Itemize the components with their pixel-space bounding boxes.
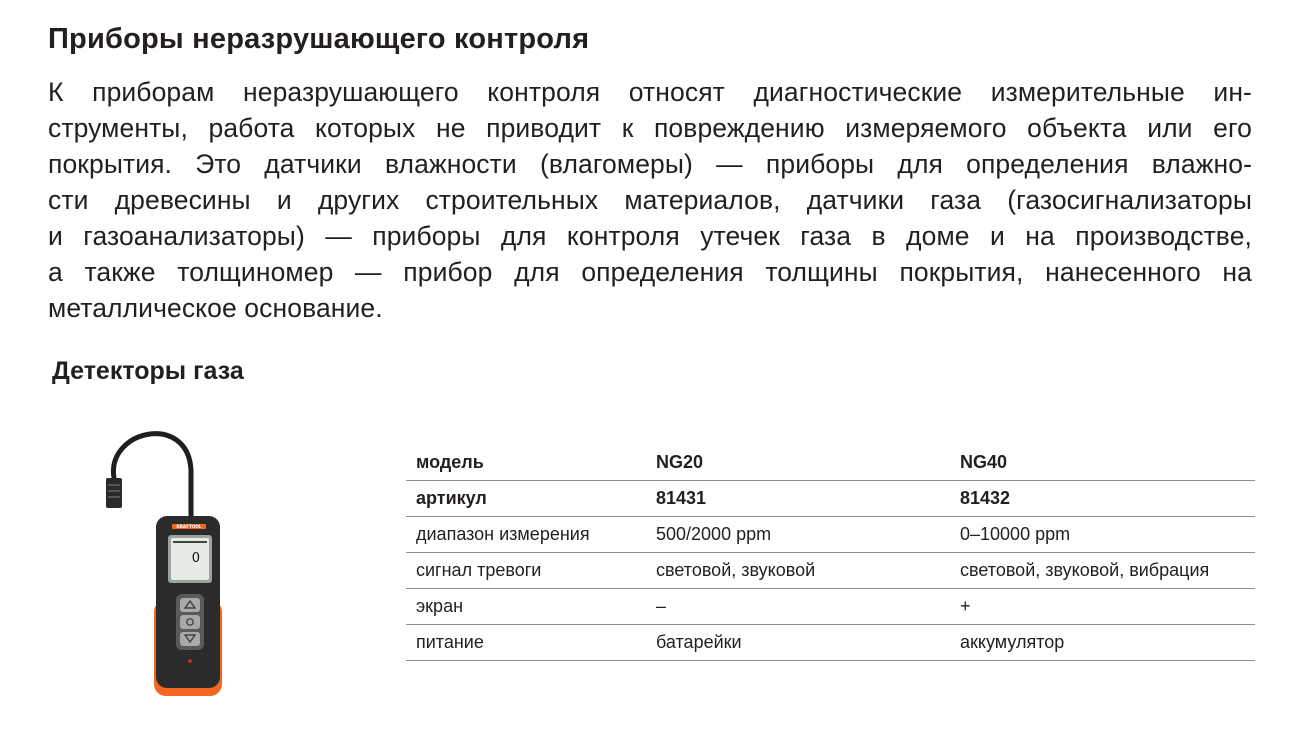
intro-line: К приборам неразрушающего контроля относят диагностические измерительные ин- [48,77,1252,107]
intro-line: струменты, работа которых не приводит к повреждению измеряемого объекта или его [48,113,1252,143]
row-label: артикул [406,481,646,517]
intro-line: и газоанализаторы) — приборы для контроля утечек газа в доме и на производстве, [48,221,1252,251]
row-label: сигнал тревоги [406,553,646,589]
intro-line: металлическое основание. [48,293,383,323]
cell-ng20: батарейки [646,625,950,661]
cell-ng40: 81432 [950,481,1255,517]
row-label: диапазон измерения [406,517,646,553]
table-row [406,445,1255,481]
table-row [406,589,1255,625]
cell-ng40: NG40 [950,445,1255,481]
cell-ng40: аккумулятор [950,625,1255,661]
row-label: питание [406,625,646,661]
cell-ng40: 0–10000 ppm [950,517,1255,553]
page-title: Приборы неразрушающего контроля [48,23,590,55]
intro-line: сти древесины и других строительных материалов, датчики газа (газосигнализаторы [48,185,1252,215]
gas-detector-image [96,420,232,702]
intro-paragraph [48,74,1252,326]
cell-ng40: световой, звуковой, вибрация [950,553,1255,589]
row-label: экран [406,589,646,625]
intro-line: а также толщиномер — прибор для определения толщины покрытия, нанесенного на [48,257,1252,287]
cell-ng20: – [646,589,950,625]
specs-table [406,445,1255,661]
table-row [406,553,1255,589]
cell-ng20: 81431 [646,481,950,517]
svg-text:KRAFTOOL: KRAFTOOL [176,524,202,530]
section-title: Детекторы газа [52,357,244,385]
svg-text:0: 0 [191,551,200,566]
table-row [406,481,1255,517]
table-row [406,625,1255,661]
row-label: модель [406,445,646,481]
cell-ng20: 500/2000 ppm [646,517,950,553]
intro-line: покрытия. Это датчики влажности (влагомеры) — приборы для определения влажно- [48,149,1252,179]
cell-ng20: NG20 [646,445,950,481]
cell-ng40: + [950,589,1255,625]
cell-ng20: световой, звуковой [646,553,950,589]
table-row [406,517,1255,553]
gas-detector-illustration [96,420,232,702]
